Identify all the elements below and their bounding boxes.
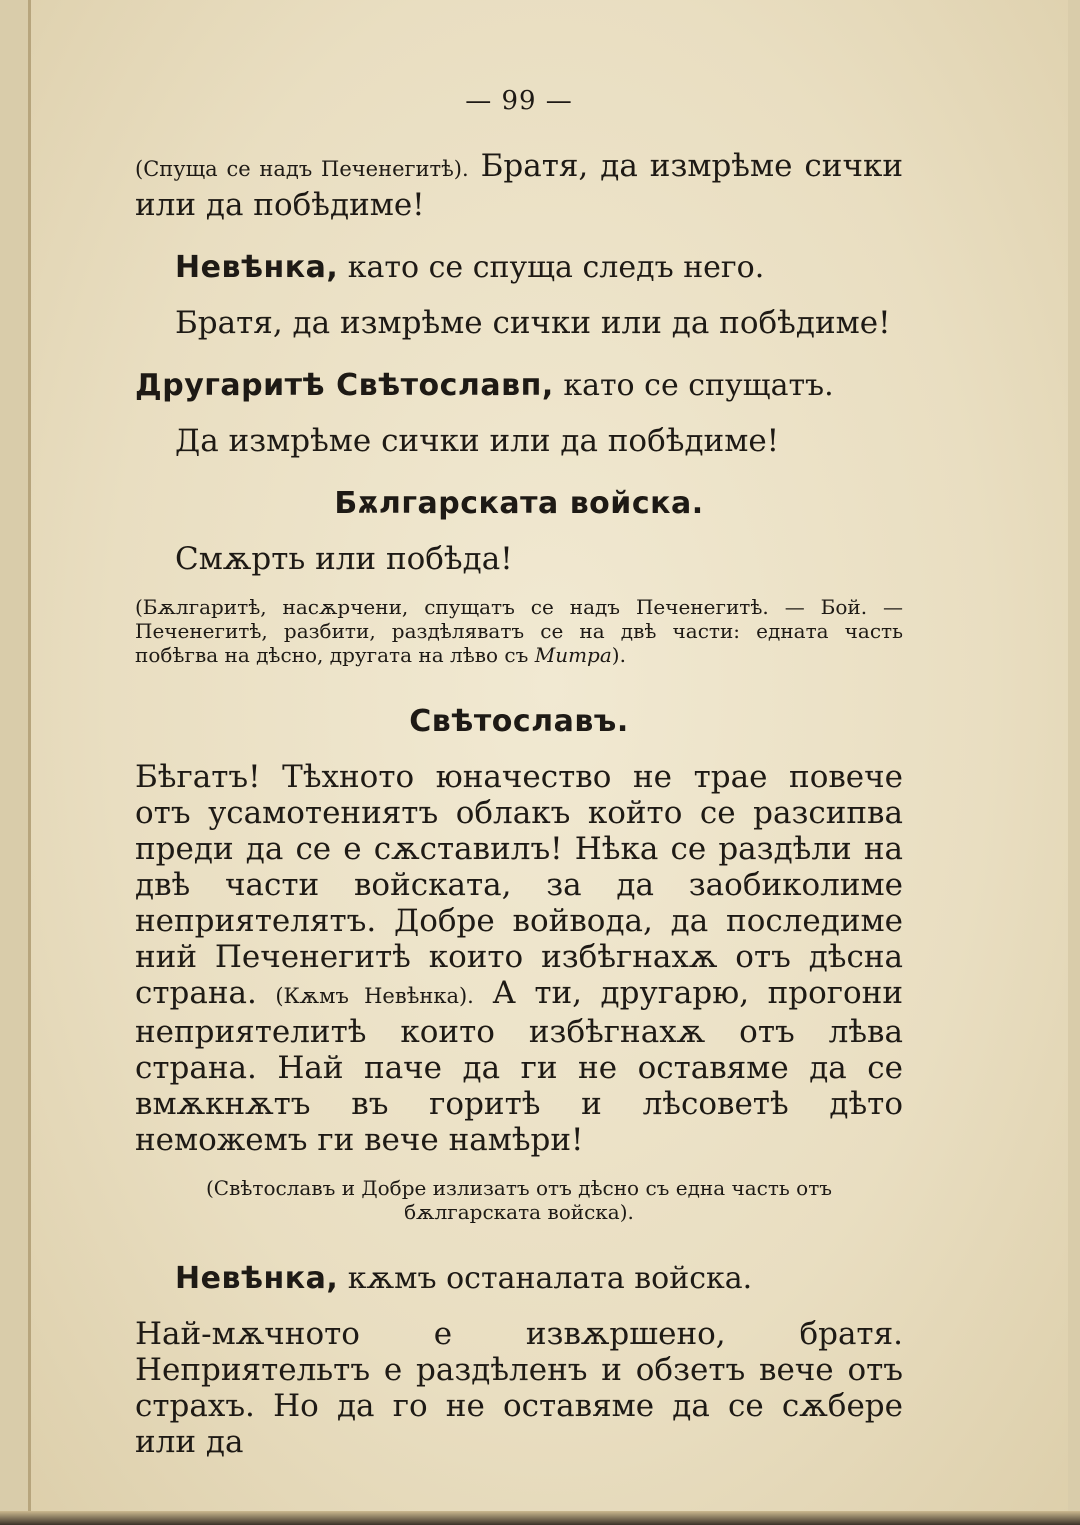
dialogue-paragraph [135, 759, 903, 1158]
speaker-name: Невѣнка, [175, 250, 339, 285]
page-bottom-edge [0, 1511, 1080, 1525]
dialogue-text: А ти, другарю, прогони неприятелитѣ които избѣгнахѫ отъ лѣва страна. Най паче да ги не оставяме да се вмѫкнѫтъ въ горитѣ и лѣсоветѣ дѣто неможемъ ги вече намѣри! [135, 975, 903, 1158]
dialogue-text: Братя, да измрѣме сички или да побѣдиме! [135, 148, 903, 223]
dialogue-continuation [135, 148, 903, 223]
speaker-direction: като се спуща следъ него. [347, 250, 765, 285]
page-number: — 99 — [465, 86, 573, 116]
stage-direction-block [135, 595, 903, 667]
speaker-name: Другаритѣ Свѣтославп, [135, 368, 554, 403]
stage-direction: (Спуща се надъ Печенегитѣ). [135, 157, 469, 181]
speaker-direction: кѫмъ останалата войска. [347, 1261, 753, 1296]
page-content [135, 86, 903, 1460]
stage-direction-text: (Бѫлгаритѣ, насѫрчени, спущатъ се надъ Печенегитѣ. — Бой. — Печенегитѣ, разбити, раздѣляватъ се на двѣ части: едната часть побѣгва на дѣсно, другата на лѣво съ [135, 595, 903, 667]
speaker-line [135, 485, 903, 523]
stage-direction-end: ). [611, 643, 626, 667]
dialogue-text: Смѫрть или побѣда! [175, 541, 513, 577]
speaker-name: Невѣнка, [175, 1261, 339, 1296]
speaker-name: Бѫлгарската войска. [334, 486, 704, 521]
stage-direction: (Кѫмъ Невѣнка). [275, 984, 474, 1008]
speaker-line [135, 367, 903, 405]
book-page [28, 0, 1068, 1525]
dialogue-text: Бѣгатъ! Тѣхното юначество не трае повече отъ усамотениятъ облакъ който се разсипва преди да се е сѫставилъ! Нѣка се раздѣли на двѣ части войската, за да заобиколиме неприятелятъ. Добре войвода, да последиме ний Печенегитѣ които избѣгнахѫ отъ дѣсна страна. [135, 759, 903, 1011]
stage-direction-block: (Свѣтославъ и Добре излизатъ отъ дѣсно съ една часть отъ бѫлгарската войска). [205, 1176, 832, 1224]
speaker-name: Свѣтославъ. [409, 704, 629, 739]
speaker-line [135, 249, 903, 287]
speaker-line [135, 703, 903, 741]
stage-direction-italic: Митра [534, 643, 612, 667]
dialogue-text: Братя, да измрѣме сички или да побѣдиме! [175, 305, 891, 341]
dialogue-paragraph: Най-мѫчното е извѫршено, братя. Неприятельтъ е раздѣленъ и обзетъ вече отъ страхъ. Но да го не оставяме да се сѫбере или да [135, 1316, 903, 1460]
speaker-direction: като се спущатъ. [563, 368, 834, 403]
dialogue-text: Да измрѣме сички или да побѣдиме! [175, 423, 780, 459]
speaker-line [135, 1260, 903, 1298]
